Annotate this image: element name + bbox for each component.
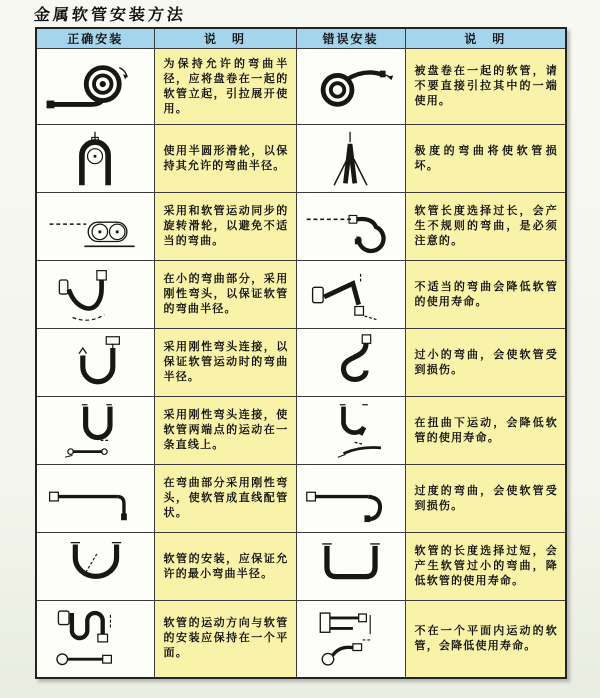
straight-pipe-elbow-icon	[41, 471, 149, 527]
correct-desc-cell	[154, 49, 296, 125]
twisted-u-hose-icon	[305, 401, 397, 461]
wrong-illustration-too-short	[296, 533, 405, 601]
wrong-illustration-coil-pulled	[296, 49, 405, 125]
correct-illustration-u-straight	[36, 397, 154, 465]
table-row	[36, 49, 566, 125]
correct-desc-cell	[154, 329, 296, 397]
min-bend-radius-u-icon	[45, 537, 145, 597]
correct-desc-text: 为保持允许的弯曲半径，应将盘卷在一起的软管立起，引拉展开使用。	[163, 57, 289, 115]
wrong-desc-cell	[405, 533, 566, 601]
elbow-connection-icon	[49, 333, 141, 393]
wrong-illustration-twisted	[296, 397, 405, 465]
correct-desc-text: 软管的运动方向与软管的安装应保持在一个平面。	[163, 617, 289, 660]
wrong-desc-text: 过度的弯曲，会使软管受到损伤。	[414, 484, 558, 512]
correct-illustration-rollers	[36, 193, 154, 261]
header-wrong-install: 错误安装	[296, 28, 405, 49]
header-correct-install: 正确安装	[36, 28, 154, 49]
correct-desc-text: 采用刚性弯头连接，使软管两端点的运动在一条直线上。	[163, 409, 289, 451]
hose-installation-table	[35, 27, 567, 679]
table-row	[36, 261, 566, 329]
table-row	[36, 329, 566, 397]
correct-desc-cell	[154, 261, 296, 329]
correct-desc-text: 采用刚性弯头连接，以保证软管运动时的弯曲半径。	[163, 341, 289, 383]
table-row	[36, 193, 566, 261]
coil-standing-icon	[41, 56, 149, 118]
out-of-plane-hoses-icon	[303, 605, 399, 673]
correct-desc-text: 采用和软管运动同步的旋转滑轮，以避免不适当的弯曲。	[163, 205, 289, 247]
kinked-hose-icon	[306, 129, 396, 189]
s-curve-small-bend-icon	[307, 333, 395, 393]
coil-pulled-icon	[301, 57, 401, 117]
wrong-illustration-too-long	[296, 193, 405, 261]
correct-illustration-one-plane	[36, 601, 154, 678]
table-row	[36, 125, 566, 193]
wrong-illustration-improper-bend	[296, 261, 405, 329]
correct-desc-text: 在小的弯曲部分，采用刚性弯头，以保证软管的弯曲半径。	[163, 273, 289, 315]
hose-too-short-icon	[301, 538, 401, 596]
correct-illustration-coil	[36, 49, 154, 125]
header-row	[36, 28, 566, 49]
correct-desc-text: 软管的安装，应保证允许的最小弯曲半径。	[163, 552, 289, 580]
correct-desc-cell	[154, 465, 296, 533]
over-bend-droop-icon	[301, 471, 401, 527]
wrong-desc-text: 软管的长度选择过短，会产生软管过小的弯曲，降低软管的使用寿命。	[414, 545, 558, 587]
u-hose-straight-motion-icon	[47, 401, 143, 461]
correct-illustration-straight-pipe	[36, 465, 154, 533]
wrong-illustration-kink	[296, 125, 405, 193]
wrong-desc-text: 软管长度选择过长，会产生不规则的弯曲，是必须注意的。	[414, 205, 558, 247]
wrong-desc-cell	[405, 601, 566, 678]
correct-desc-text: 使用半圆形滑轮，以保持其允许的弯曲半径。	[163, 144, 289, 172]
wrong-illustration-over-bend	[296, 465, 405, 533]
correct-desc-cell	[154, 193, 296, 261]
hose-too-long-icon	[301, 198, 401, 256]
header-description-2: 说 明	[405, 28, 566, 49]
page-title: 金属软管安装方法	[33, 7, 187, 24]
rigid-elbow-bend-icon	[45, 265, 145, 325]
correct-illustration-elbow-connection	[36, 329, 154, 397]
wrong-desc-text: 不适当的弯曲会降低软管的使用寿命。	[414, 280, 558, 308]
correct-desc-cell	[154, 533, 296, 601]
correct-desc-text: 在弯曲部分采用刚性弯头，使软管成直线配管状。	[163, 477, 289, 519]
synchronized-rollers-icon	[41, 198, 149, 256]
wrong-desc-cell	[405, 329, 566, 397]
correct-desc-cell	[154, 601, 296, 678]
table-row	[36, 397, 566, 465]
wrong-desc-text: 在扭曲下运动，会降低软管的使用寿命。	[414, 416, 558, 444]
one-plane-trap-icon	[43, 605, 147, 673]
header-description-1: 说 明	[154, 28, 296, 49]
wrong-desc-cell	[405, 49, 566, 125]
improper-bend-icon	[303, 266, 399, 324]
correct-illustration-pulley	[36, 125, 154, 193]
wrong-desc-cell	[405, 193, 566, 261]
wrong-desc-text: 过小的弯曲，会使软管受到损伤。	[414, 348, 558, 376]
wrong-desc-text: 不在一个平面内运动的软管，会降低使用寿命。	[414, 624, 558, 652]
table-row	[36, 533, 566, 601]
hose-on-pulley-icon	[50, 129, 140, 189]
table-row	[36, 465, 566, 533]
wrong-desc-text: 被盘卷在一起的软管，请不要直接引拉其中的一端使用。	[414, 65, 558, 107]
wrong-illustration-small-bend	[296, 329, 405, 397]
correct-desc-cell	[154, 125, 296, 193]
wrong-desc-cell	[405, 397, 566, 465]
wrong-desc-cell	[405, 465, 566, 533]
wrong-desc-cell	[405, 261, 566, 329]
correct-desc-cell	[154, 397, 296, 465]
table-row	[36, 601, 566, 678]
wrong-illustration-out-of-plane	[296, 601, 405, 678]
correct-illustration-rigid-elbow	[36, 261, 154, 329]
wrong-desc-text: 极度的弯曲将使软管损坏。	[414, 144, 558, 172]
wrong-desc-cell	[405, 125, 566, 193]
correct-illustration-min-radius	[36, 533, 154, 601]
